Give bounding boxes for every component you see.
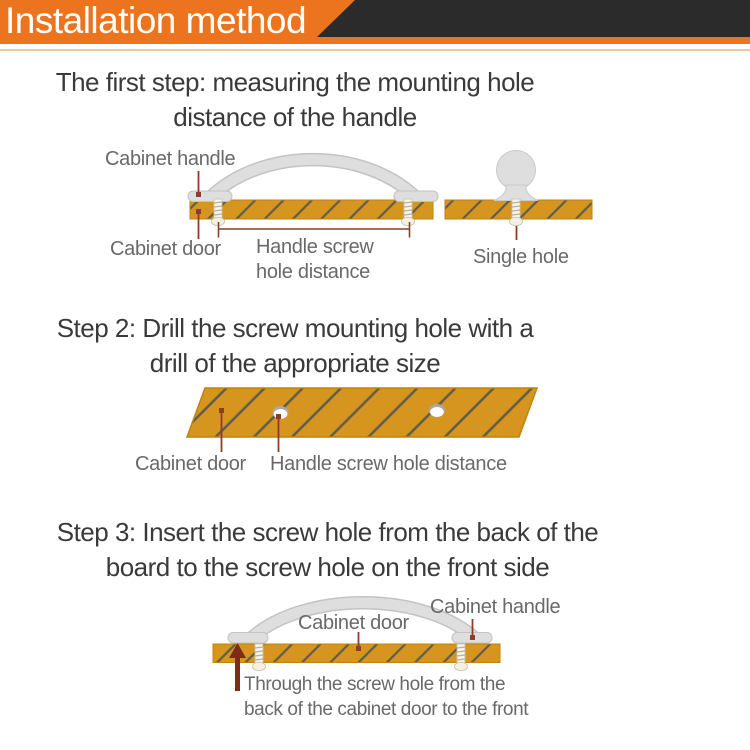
step2-cabinet-door-board	[187, 388, 537, 437]
step1-cabinet-handle-pointer	[196, 171, 201, 197]
step1-screw-distance-label: Handle screw hole distance	[256, 236, 374, 283]
step1-handle-arch	[210, 160, 416, 198]
step3-heading-line1: Step 3: Insert the screw hole from the back of the	[56, 517, 599, 547]
header-dark-ribbon	[317, 0, 750, 37]
step2-diagram	[0, 380, 750, 460]
step2-heading-line1: Step 2: Drill the screw mounting hole with a	[56, 313, 534, 343]
header-banner	[0, 0, 750, 44]
step1-cabinet-door-label: Cabinet door	[110, 238, 221, 260]
step1-heading-line1: The first step: measuring the mounting hole	[55, 67, 535, 97]
step1-single-hole-label: Single hole	[473, 246, 569, 268]
step2-heading	[0, 311, 590, 381]
step1-heading-line2: distance of the handle	[173, 102, 417, 132]
step1-cabinet-handle-label: Cabinet handle	[105, 148, 236, 170]
page-title: Installation method	[5, 0, 307, 41]
step2-heading-line2: drill of the appropriate size	[149, 348, 441, 378]
step2-right-hole	[429, 404, 445, 417]
step1-cabinet-door-board	[190, 200, 433, 219]
step2-screw-distance-label: Handle screw hole distance	[270, 453, 507, 475]
step2-cabinet-door-label: Cabinet door	[135, 453, 246, 475]
step3-heading	[0, 515, 655, 585]
step3-heading-line2: board to the screw hole on the front side	[105, 552, 550, 582]
step3-through-label: Through the screw hole from the back of the cabinet door to the front	[244, 674, 529, 720]
header-divider-line	[0, 49, 750, 51]
step1-heading	[0, 65, 590, 135]
step1-knob	[494, 151, 538, 201]
step1-cabinet-door-pointer	[196, 209, 201, 239]
step3-cabinet-door-label: Cabinet door	[298, 612, 409, 634]
step3-cabinet-handle-label: Cabinet handle	[430, 596, 561, 618]
